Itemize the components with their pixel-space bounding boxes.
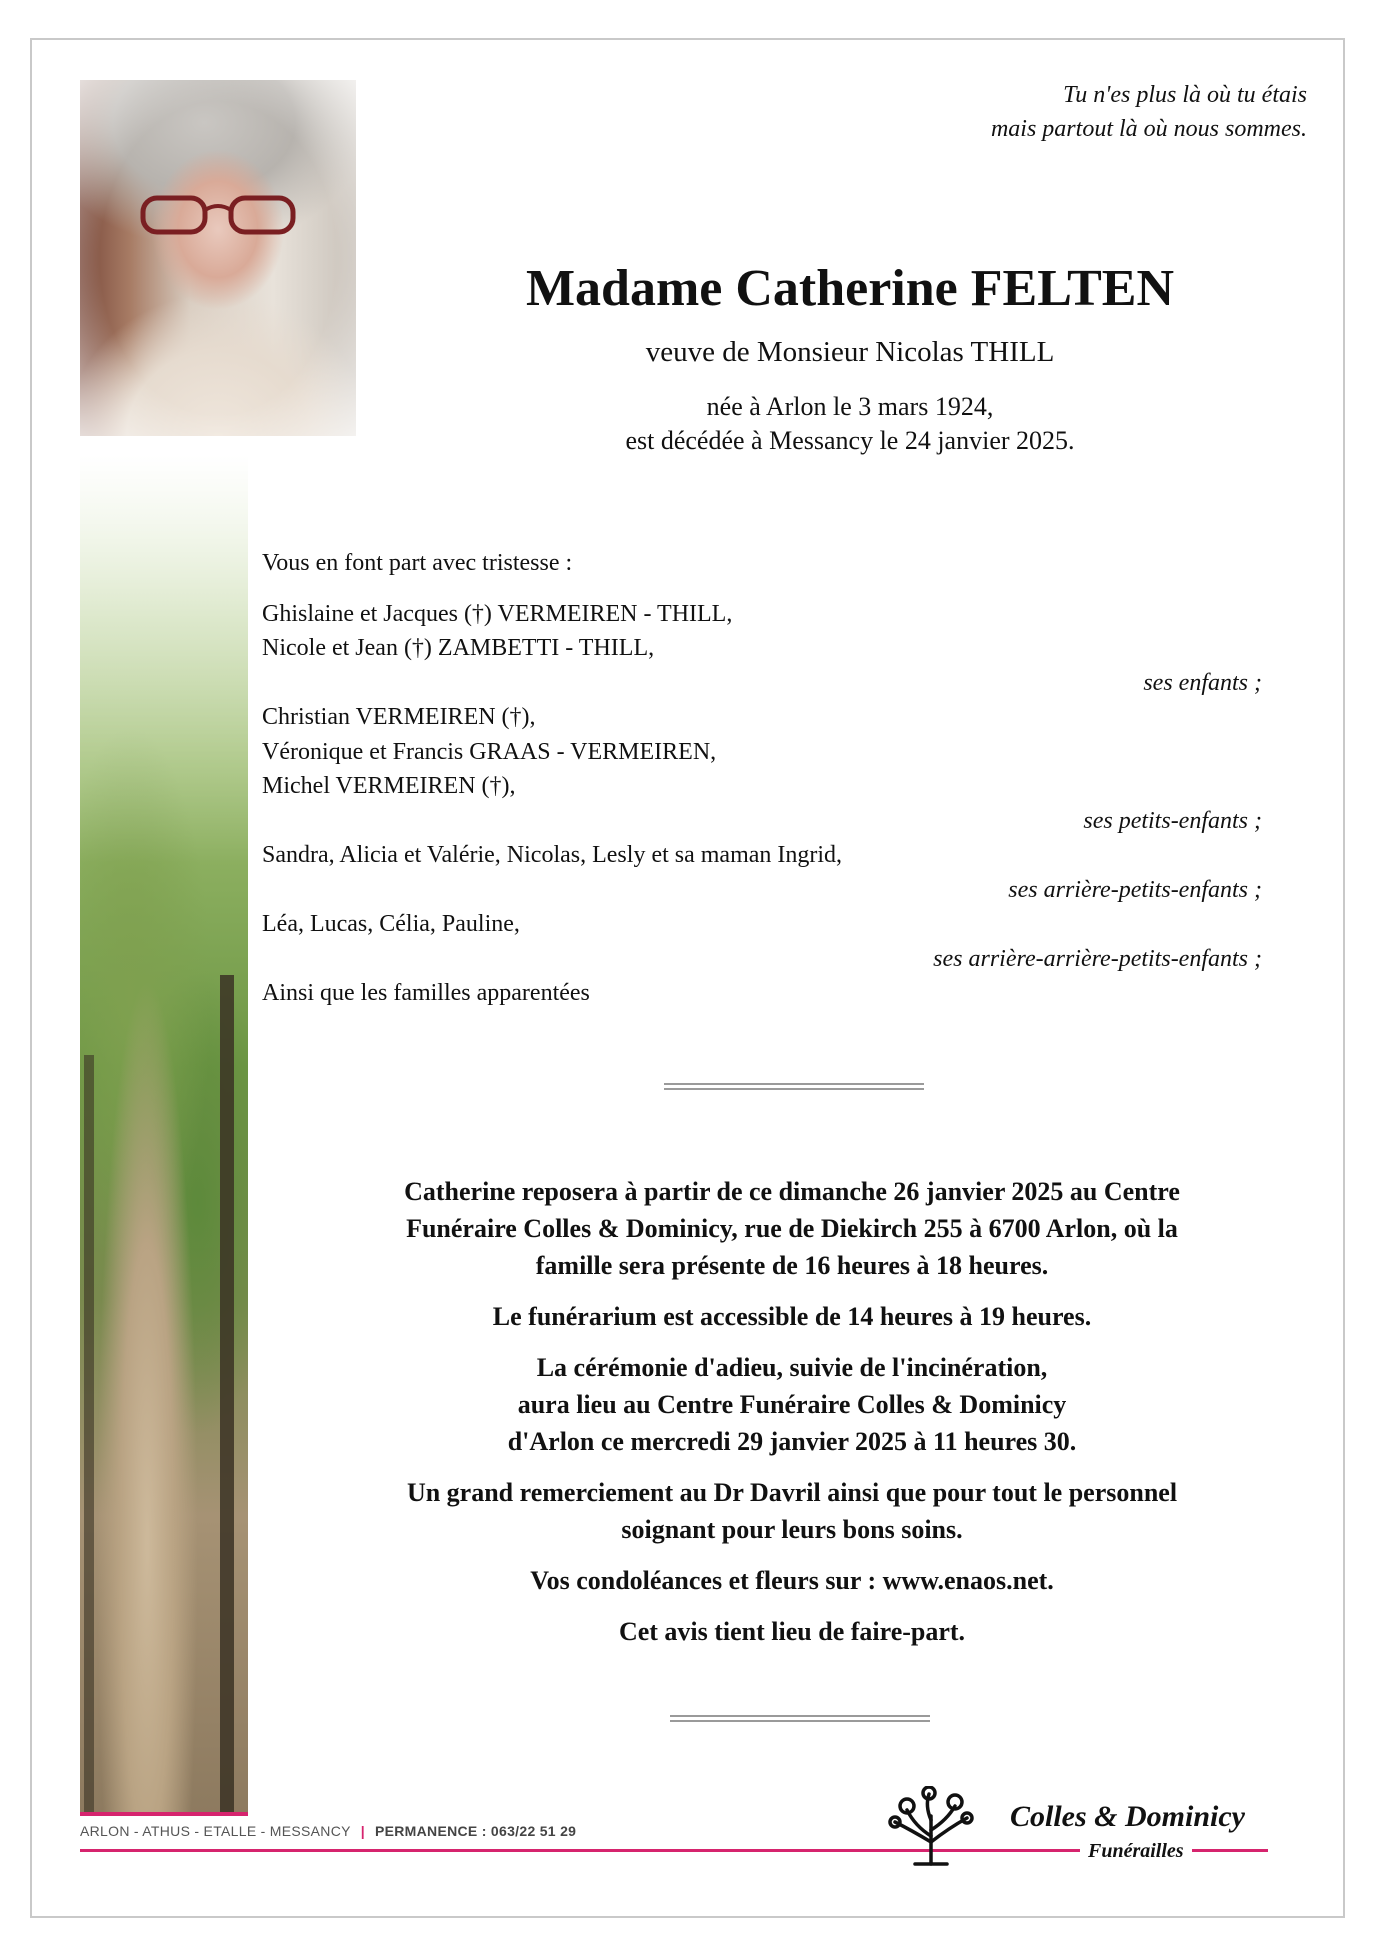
info-line: Vos condoléances et fleurs sur : www.enaos.net. [530,1566,1054,1595]
family-role: ses arrière-arrière-petits-enfants ; [933,945,1262,972]
family-member: Nicole et Jean (†) ZAMBETTI - THILL, [262,635,655,661]
footer-separator: | [360,1823,365,1839]
info-line: Cet avis tient lieu de faire-part. [618,1617,966,1646]
life-dates [380,390,1320,458]
deceased-name: Madame Catherine FELTEN [525,260,1175,317]
footer-permanence: PERMANENCE : 063/22 51 29 [375,1823,577,1839]
section-divider [664,1083,924,1090]
info-line: famille sera présente de 16 heures à 18 heures. [535,1251,1049,1280]
info-line: Funéraire Colles & Dominicy, rue de Diekirch 255 à 6700 Arlon, où la [406,1214,1178,1243]
funeral-home-logo [885,1786,1285,1876]
family-intro: Vous en font part avec tristesse : [262,550,573,576]
footer-locations: ARLON - ATHUS - ETALLE - MESSANCY [80,1823,351,1839]
family-closing: Ainsi que les familles apparentées [262,980,590,1006]
tree-trunk [220,975,234,1815]
info-line: soignant pour leurs bons soins. [621,1515,963,1544]
death-line: est décédée à Messancy le 24 janvier 2025. [625,426,1075,455]
info-line: aura lieu au Centre Funéraire Colles & Dominicy [517,1390,1067,1419]
quote-line: mais partout là où nous sommes. [990,116,1307,142]
info-line: Le funérarium est accessible de 14 heures à 19 heures. [492,1302,1092,1331]
family-member: Véronique et Francis GRAAS - VERMEIREN, [262,738,717,765]
footer-contact [80,1823,576,1839]
portrait-photo [80,80,356,436]
accent-bar [80,1812,248,1816]
info-line: Catherine reposera à partir de ce dimanche 26 janvier 2025 au Centre [404,1177,1180,1206]
glasses-shape [139,192,297,238]
family-member: Michel VERMEIREN (†), [262,773,516,799]
family-role: ses enfants ; [1143,669,1262,696]
family-member: Ghislaine et Jacques (†) VERMEIREN - THILL, [262,600,733,627]
family-member: Sandra, Alicia et Valérie, Nicolas, Lesly et sa maman Ingrid, [262,842,843,868]
epitaph-quote [707,78,1307,146]
forest-path-image [80,455,248,1815]
funeral-info [268,1159,1316,1664]
family-role: ses petits-enfants ; [1083,807,1262,834]
info-line: La cérémonie d'adieu, suivie de l'incinération, [536,1353,1048,1382]
info-line: d'Arlon ce mercredi 29 janvier 2025 à 11 heures 30. [507,1427,1077,1456]
family-announcement [262,546,1262,1011]
family-member: Christian VERMEIREN (†), [262,704,536,730]
brand-name: Colles & Dominicy [1010,1800,1245,1833]
tree-trunk [84,1055,94,1815]
tree-logo-icon [885,1786,977,1868]
family-role: ses arrière-petits-enfants ; [1008,876,1262,903]
widow-of: veuve de Monsieur Nicolas THILL [645,336,1055,368]
info-line: Un grand remerciement au Dr Davril ainsi que pour tout le personnel [406,1478,1178,1507]
section-divider [670,1715,930,1722]
quote-line: Tu n'es plus là où tu étais [1063,82,1307,108]
birth-line: née à Arlon le 3 mars 1924, [706,392,994,421]
family-member: Léa, Lucas, Célia, Pauline, [262,911,520,937]
brand-subtitle: Funérailles [1080,1840,1192,1863]
